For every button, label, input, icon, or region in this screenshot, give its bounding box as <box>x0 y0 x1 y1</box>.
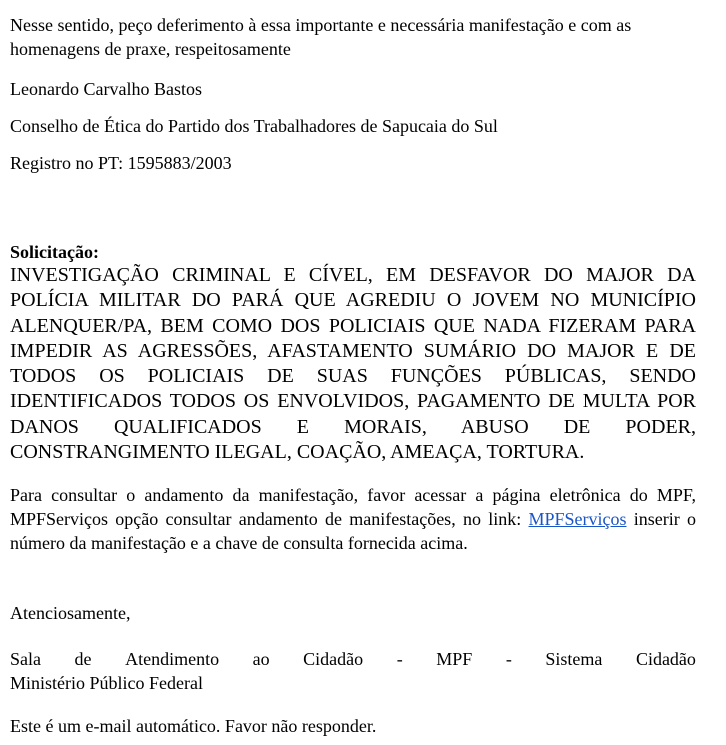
sender-word: Sala <box>10 649 41 669</box>
sender-word: Cidadão <box>635 649 696 669</box>
request-label: Solicitação: <box>10 242 99 262</box>
sender-line <box>10 647 696 671</box>
sender-word: - <box>505 649 512 669</box>
author-organization: Conselho de Ética do Partido dos Trabalhadores de Sapucaia do Sul <box>10 116 498 136</box>
mpf-services-link[interactable]: MPFServiços <box>528 509 627 529</box>
automatic-email-notice: Este é um e-mail automático. Favor não responder. <box>10 716 377 736</box>
intro-paragraph: Nesse sentido, peço deferimento à essa importante e necessária manifestação e com as homenagens de praxe, respeitosamente <box>10 15 632 59</box>
sender-word: Cidadão <box>303 649 364 669</box>
institution-name: Ministério Público Federal <box>10 673 203 693</box>
sender-word: Sistema <box>545 649 603 669</box>
consult-text-before: Para consultar o andamento da manifestação, favor acessar a página eletrônica do MPF, MPFServiços opção consultar andamento de manifestações, no link: <box>10 485 696 529</box>
author-registration: Registro no PT: 1595883/2003 <box>10 153 232 173</box>
author-name: Leonardo Carvalho Bastos <box>10 79 202 99</box>
signature-block <box>10 647 696 695</box>
request-text: INVESTIGAÇÃO CRIMINAL E CÍVEL, EM DESFAVOR DO MAJOR DA POLÍCIA MILITAR DO PARÁ QUE AGREDIU O JOVEM NO MUNICÍPIO ALENQUER/PA, BEM COMO DOS POLICIAIS QUE NADA FIZERAM PARA IMPEDIR AS AGRESSÕES, AFASTAMENTO SUMÁRIO DO MAJOR E DE TODOS OS POLICIAIS DE SUAS FUNÇÕES PÚBLICAS, SENDO IDENTIFICADOS TODOS OS ENVOLVIDOS, PAGAMENTO DE MULTA POR DANOS QUALIFICADOS E MORAIS, ABUSO DE PODER, CONSTRANGIMENTO ILEGAL, COAÇÃO, AMEAÇA, TORTURA. <box>10 264 696 464</box>
consult-text-after: inserir o número da manifestação e a chave de consulta fornecida acima. <box>10 509 697 553</box>
sender-word: MPF <box>436 649 473 669</box>
greeting: Atenciosamente, <box>10 603 131 623</box>
sender-word: Atendimento <box>125 649 220 669</box>
consult-paragraph <box>10 483 696 555</box>
sender-word: - <box>396 649 403 669</box>
sender-word: ao <box>252 649 270 669</box>
sender-word: de <box>74 649 92 669</box>
